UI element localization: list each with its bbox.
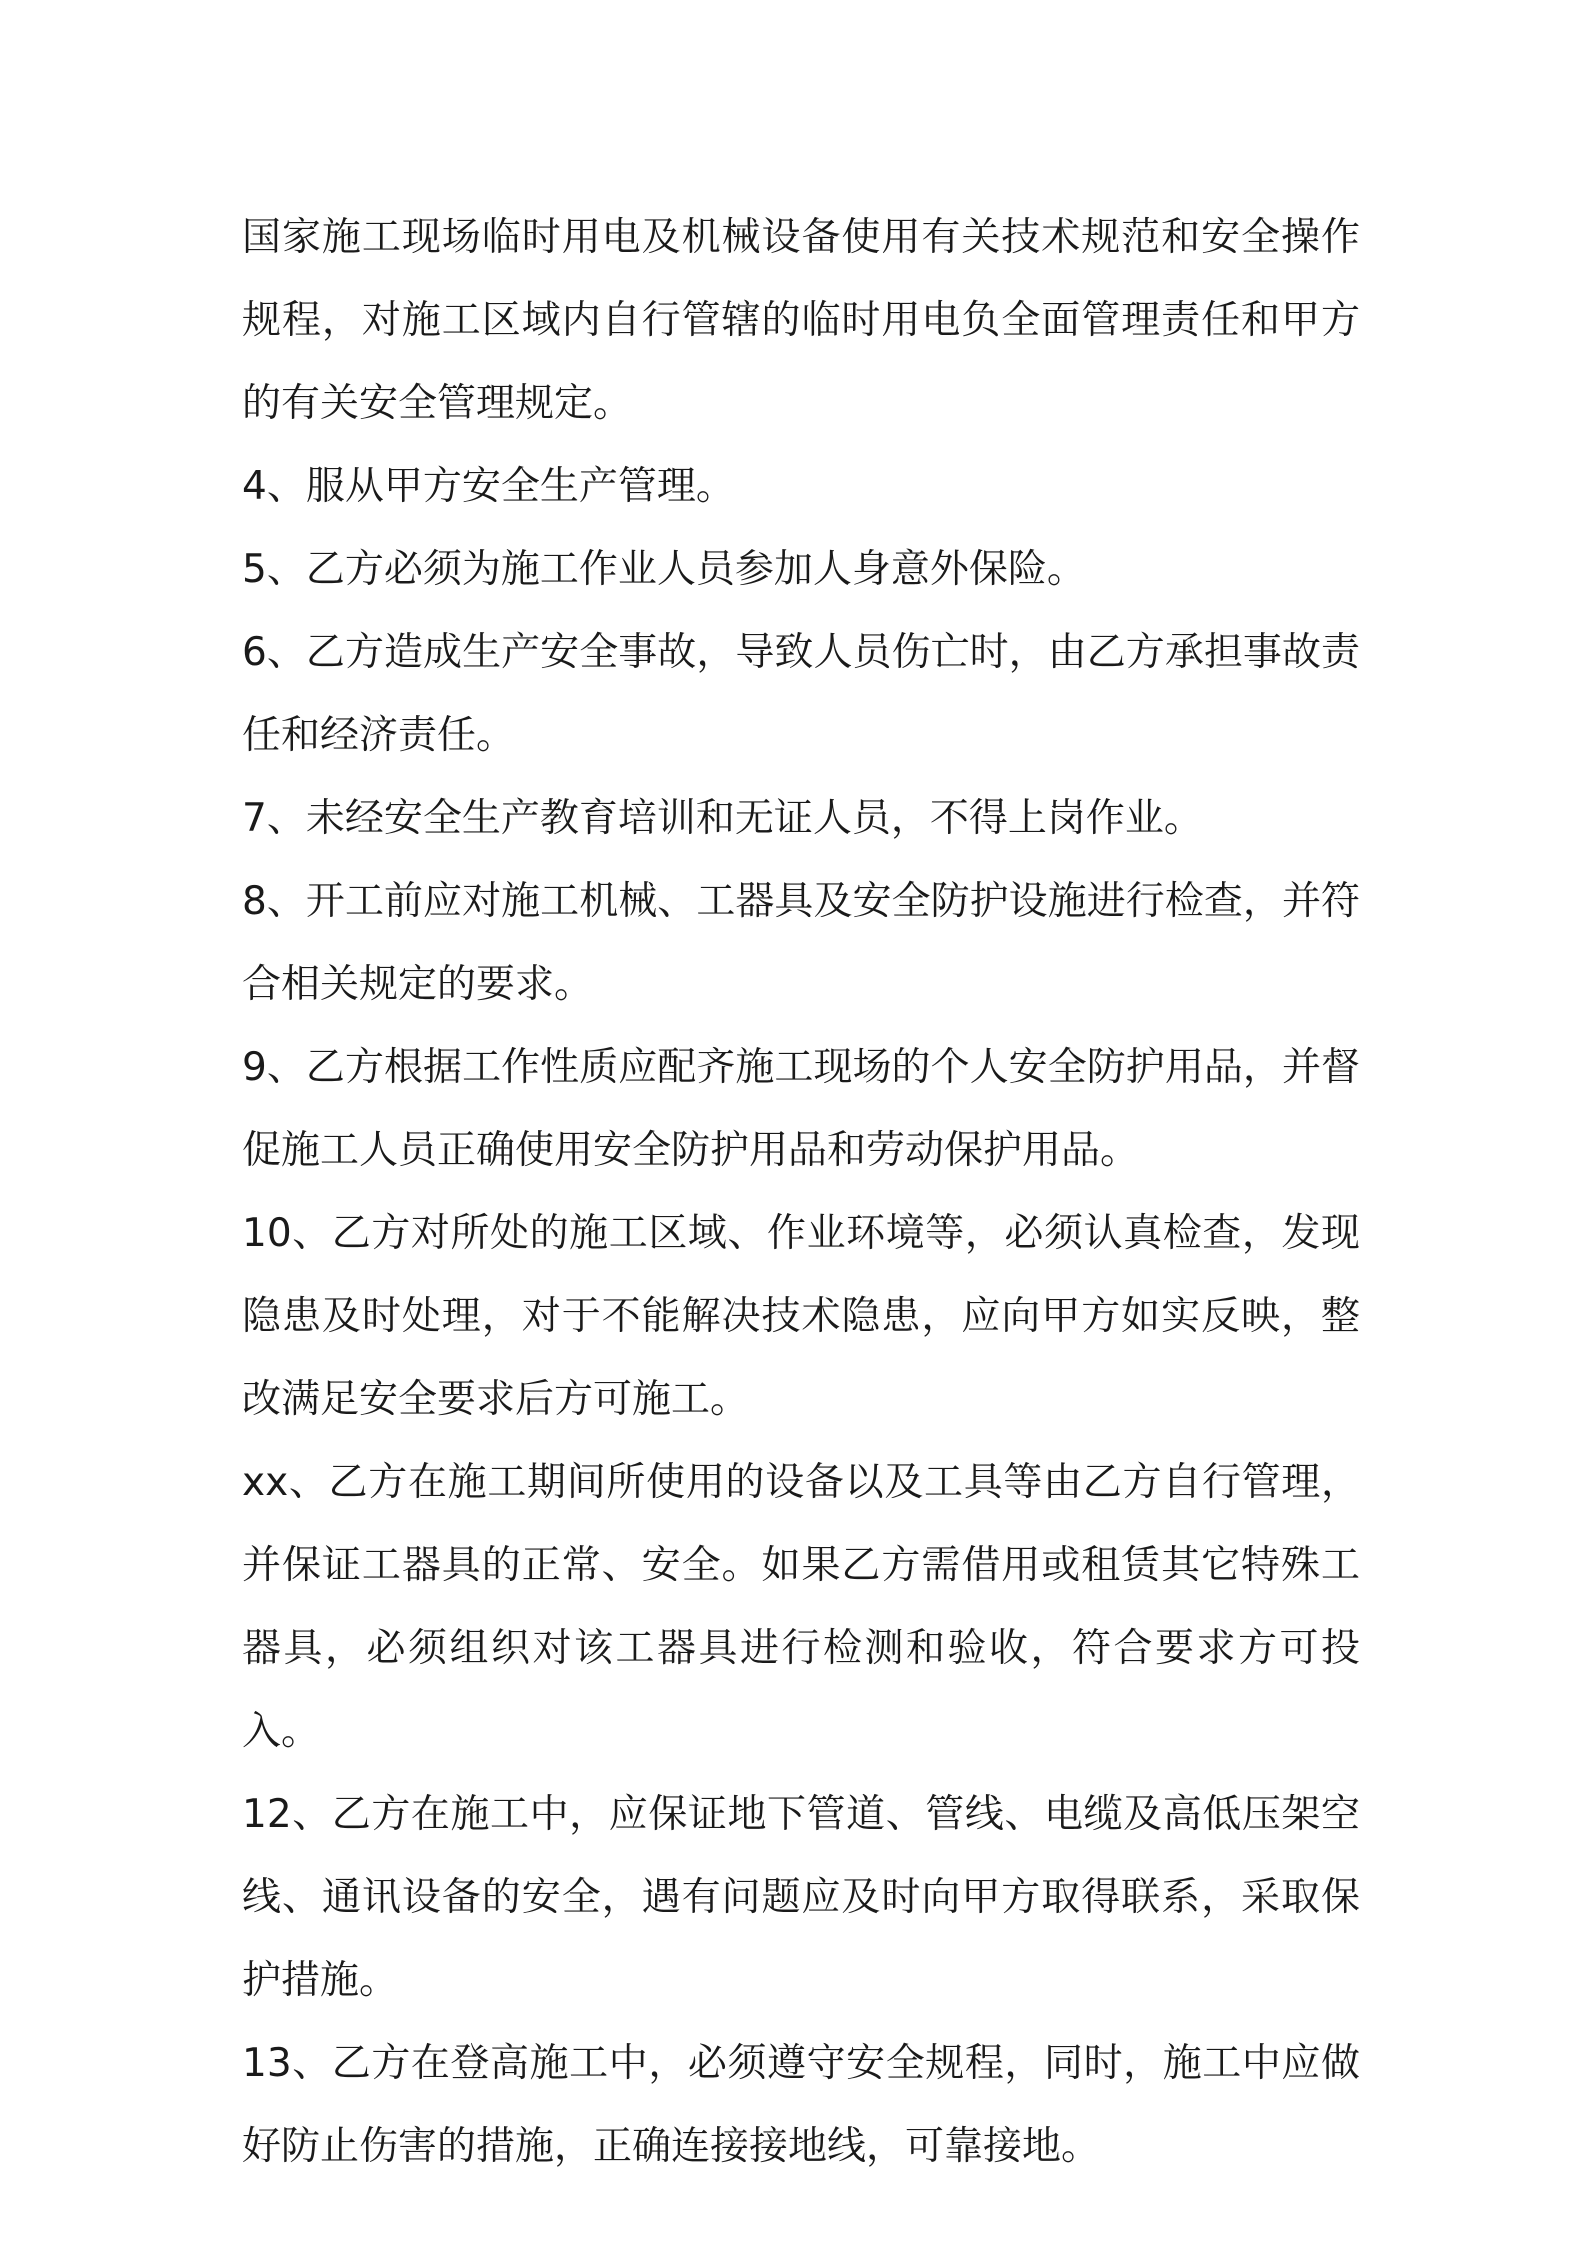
paragraph-item-13: 13、乙方在登高施工中，必须遵守安全规程，同时，施工中应做好防止伤害的措施，正确连接接地线，可靠接地。 (242, 2041, 1360, 2169)
paragraph-item-12: 12、乙方在施工中，应保证地下管道、管线、电缆及高低压架空线、通讯设备的安全，遇有问题应及时向甲方取得联系，采取保护措施。 (242, 1792, 1360, 2003)
document-body (242, 196, 1360, 2188)
paragraph-item-6: 6、乙方造成生产安全事故，导致人员伤亡时，由乙方承担事故责任和经济责任。 (242, 630, 1360, 758)
paragraph-item-7: 7、未经安全生产教育培训和无证人员，不得上岗作业。 (242, 796, 1203, 841)
paragraph-item-xx: xx、乙方在施工期间所使用的设备以及工具等由乙方自行管理，并保证工器具的正常、安全。如果乙方需借用或租赁其它特殊工器具，必须组织对该工器具进行检测和验收，符合要求方可投入。 (242, 1460, 1360, 1754)
paragraph-item-5: 5、乙方必须为施工作业人员参加人身意外保险。 (242, 547, 1086, 592)
paragraph-item-9: 9、乙方根据工作性质应配齐施工现场的个人安全防护用品，并督促施工人员正确使用安全防护用品和劳动保护用品。 (242, 1045, 1360, 1173)
paragraph-continuation: 国家施工现场临时用电及机械设备使用有关技术规范和安全操作规程，对施工区域内自行管辖的临时用电负全面管理责任和甲方的有关安全管理规定。 (242, 215, 1360, 426)
paragraph-item-10: 10、乙方对所处的施工区域、作业环境等，必须认真检查，发现隐患及时处理，对于不能解决技术隐患，应向甲方如实反映，整改满足安全要求后方可施工。 (242, 1211, 1360, 1422)
paragraph-item-8: 8、开工前应对施工机械、工器具及安全防护设施进行检查，并符合相关规定的要求。 (242, 879, 1360, 1007)
paragraph-item-4: 4、服从甲方安全生产管理。 (242, 464, 735, 509)
